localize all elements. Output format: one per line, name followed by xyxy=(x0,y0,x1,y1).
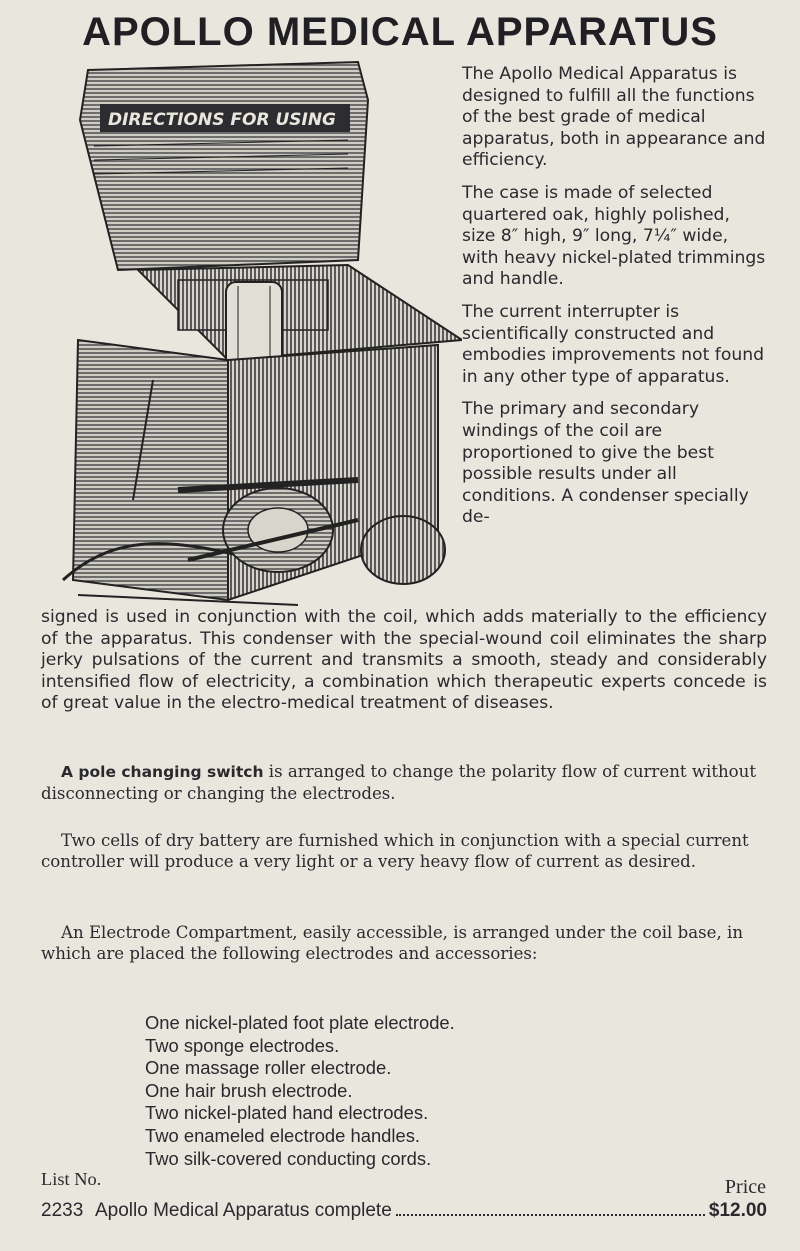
intro-paragraph-3: The current interrupter is scientifically constructed and embodies improvements not found in any other type of apparatus. xyxy=(462,301,765,387)
list-item: Two silk-covered conducting cords. xyxy=(145,1147,432,1169)
intro-column xyxy=(462,64,766,540)
list-item: One massage roller electrode. xyxy=(145,1057,392,1079)
windings-paragraph-continued: signed is used in conjunction with the coil, which adds materially to the efficiency of the apparatus. This condenser with the special-wound coil eliminates the sharp jerky pulsations of the current and transmits a smooth, steady and considerably intensified flow of electricity, a combination which therapeutic experts concede is of great value in the electro-medical treatment of diseases. xyxy=(41,607,767,714)
lid-label: DIRECTIONS FOR USING xyxy=(108,110,337,130)
battery-paragraph: Two cells of dry battery are furnished which in conjunction with a special current controller will produce a very light or a very heavy flow of current as desired. xyxy=(41,831,749,872)
item-number: 2233 xyxy=(41,1200,84,1221)
list-item: One hair brush electrode. xyxy=(145,1079,353,1101)
apparatus-illustration xyxy=(58,60,462,608)
list-number-heading: List No. xyxy=(41,1169,102,1189)
intro-paragraph-4: The primary and secondary windings of the coil are proportioned to give the best possible results under all conditions. A condenser specially de- xyxy=(462,399,749,528)
intro-paragraph-1: The Apollo Medical Apparatus is designed to fulfill all the functions of the best grade of medical apparatus, both in appearance and efficiency. xyxy=(462,64,766,171)
electrode-compartment-paragraph: An Electrode Compartment, easily accessible, is arranged under the coil base, in which are placed the following electrodes and accessories: xyxy=(41,923,744,964)
list-item: Two enameled electrode handles. xyxy=(145,1124,421,1146)
item-price: $12.00 xyxy=(708,1200,767,1221)
pole-switch-text: is arranged to change the polarity flow of current without disconnecting or changing the electrodes. xyxy=(41,762,757,804)
pole-switch-paragraph xyxy=(41,761,767,805)
dot-leader xyxy=(396,1214,705,1216)
item-name: Apollo Medical Apparatus complete xyxy=(95,1200,392,1221)
list-item: Two sponge electrodes. xyxy=(145,1034,340,1056)
page-title: APOLLO MEDICAL APPARATUS xyxy=(82,10,718,54)
list-item: One nickel-plated foot plate electrode. xyxy=(145,1012,455,1033)
accessories-list xyxy=(145,1012,705,1170)
price-list-row xyxy=(41,1200,767,1222)
intro-paragraph-2: The case is made of selected quartered oak, highly polished, size 8″ high, 9″ long, 7¼″ wide, with heavy nickel-plated trimmings and handle. xyxy=(462,182,766,290)
price-heading: Price xyxy=(724,1176,766,1198)
list-item: Two nickel-plated hand electrodes. xyxy=(145,1102,429,1124)
pole-switch-lead: A pole changing switch xyxy=(61,763,264,781)
